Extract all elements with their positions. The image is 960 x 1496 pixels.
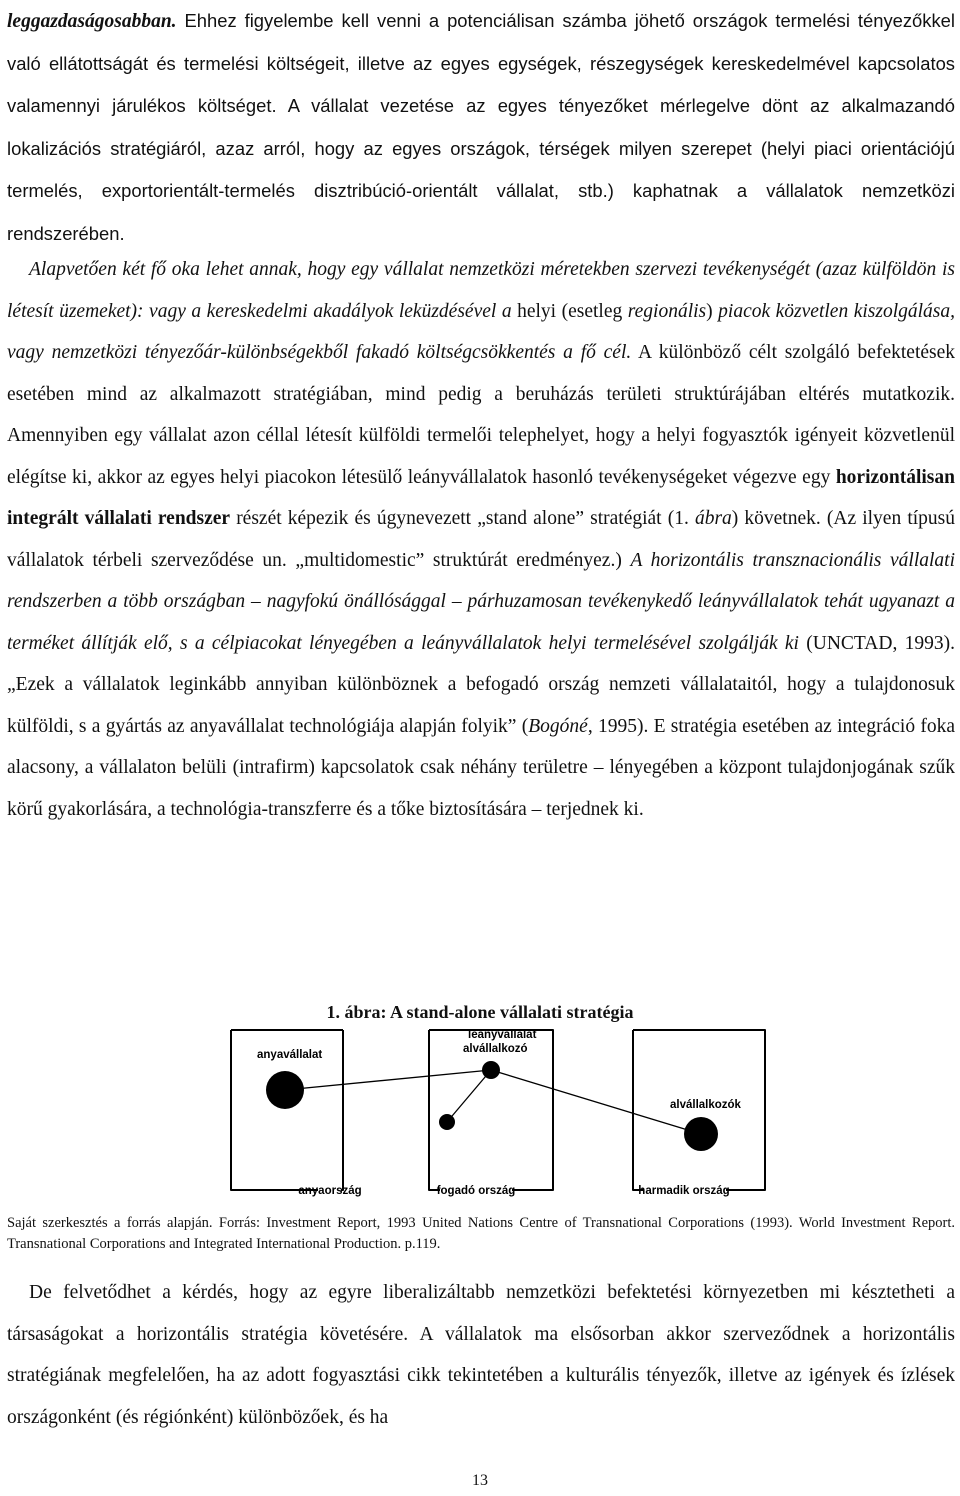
stand-alone-strategy-diagram: [221, 1022, 773, 1204]
figure-title: 1. ábra: A stand-alone vállalati stratégia: [326, 1002, 634, 1022]
label-harmadik-orszag: harmadik ország: [638, 1185, 730, 1197]
text-run: Alapvetően két fő oka lehet annak, hogy egy vállalat nemzetközi méretekben szervezi tevékenységét (azaz külföldön is létesít üzemeket): vagy a kereskedelmi akadályok leküzdésével a: [7, 259, 955, 322]
link-subsidiary-supplier: [447, 1070, 491, 1122]
label-anyavallalat: anyavállalat: [257, 1049, 323, 1061]
paragraph-2: [7, 249, 955, 830]
text-run: ábra: [694, 508, 732, 529]
text-run: ) követnek. (Az ilyen típusú vállalatok térbeli szerveződése un. „multidomestic” struktúrát eredményez.): [7, 508, 955, 571]
text-run: , 1995). E stratégia esetében az integráció foka alacsony, a vállalaton belüli (intrafirm) kapcsolatok csak néhány területre – lényegében a központ tulajdonjogának szűk körű gyakorlására, a technológia-transzferre és a tőke biztosítására – terjednek ki.: [7, 715, 955, 820]
text-run: leggazdaságosabban.: [7, 11, 177, 32]
label-alvallalkozok: alvállalkozók: [670, 1099, 741, 1111]
label-fogado-orszag: fogadó ország: [436, 1185, 516, 1197]
subsidiary-node: [482, 1061, 500, 1079]
text-run: ): [706, 300, 719, 322]
text-run: részét képezik és úgynevezett „stand alone” stratégiát (1.: [230, 508, 695, 529]
text-run: piacok közvetlen kiszolgálása, vagy nemzetközi tényezőár-különbségekből fakadó költségcsökkentés a fő cél.: [7, 300, 956, 363]
paragraph-3-text: De felvetődhet a kérdés, hogy az egyre liberalizáltabb nemzetközi befektetési környezetben mi késztetheti a társaságokat a horizontális stratégia követésére. A vállalatok ma elsősorban akkor szerveződnek a horizontális stratégiának megfelelően, ha az adott fogyasztási cikk tekintetében a kulturális tényezők, illetve az igények és ízlések országonként (és régiónként) különbözőek, és ha: [7, 1282, 955, 1428]
text-run: regionális: [627, 300, 707, 322]
text-run: Ehhez figyelembe kell venni a potenciálisan számba jöhető országok termelési tényezőkkel való ellátottságát és termelési költségeit, illetve az egyes egységek, részegységek kereskedelmével kapcsolatos valamennyi járulékos költséget. A vállalat vezetése az egyes tényezőket mérlegelve dönt az alkalmazandó lokalizációs stratégiáról, azaz arról, hogy az egyes országok, térségek milyen szerepet (helyi piaci orientációjú termelés, exportorientált-termelés disztribúció-orientált vállalat, stb.) kaphatnak a vállalatok nemzetközi rendszerében.: [7, 10, 955, 244]
text-run: A horizontális transznacionális vállalati rendszerben a több országban – nagyfokú önállósággal – párhuzamosan tevékenykedő leányvállalatok tehát ugyanazt a terméket állítják elő, s a célpiacokat lényegében a leányvállalatok helyi termelésével szolgálják ki: [7, 549, 956, 654]
parent-company-node: [266, 1071, 304, 1109]
label-anyaorszag: anyaország: [298, 1185, 362, 1197]
host-country-box: [429, 1030, 440, 1190]
label-alvallalkozo: alvállalkozó: [463, 1043, 528, 1055]
text-run: (UNCTAD, 1993). „Ezek a vállalatok leginkább annyiban különböznek a befogadó ország nemzeti vállalataitól, hogy a tulajdonosuk külföldi, s a gyártás az anyavállalat technológiája alapján folyik” (: [7, 632, 955, 737]
local-supplier-node: [439, 1114, 455, 1130]
paragraph-3: [7, 1272, 955, 1438]
page-number: 13: [472, 1472, 488, 1489]
text-run: A különböző célt szolgáló befektetések esetében mind az alkalmazott stratégiában, mind pedig a beruházás területi struktúrájában eltérés mutatkozik. Amennyiben egy vállalat azon céllal létesít külföldi termelői telephelyet, hogy a helyi fogyasztók igényeit közvetlenül elégítse ki, akkor az egyes helyi piacokon létesülő leányvállalatok hasonló tevékenységeket végezve egy: [7, 342, 956, 488]
third-country-supplier-node: [684, 1117, 718, 1151]
text-run: Bogóné: [528, 715, 588, 737]
figure-source: Saját szerkesztés a forrás alapján. Forrás: Investment Report, 1993 United Nations Centre of Transnational Corporations (1993). World Investment Report. Transnational Corporations and Integrated International Production. p.119.: [7, 1215, 955, 1252]
link-parent-subsidiary: [285, 1070, 491, 1090]
paragraph-1: [7, 0, 955, 255]
label-leanyvallalat: leányvállalat: [468, 1029, 537, 1041]
text-run: horizontálisan integrált vállalati rendszer: [7, 466, 955, 529]
text-run: helyi (esetleg: [517, 300, 628, 322]
third-country-box: [633, 1030, 643, 1190]
